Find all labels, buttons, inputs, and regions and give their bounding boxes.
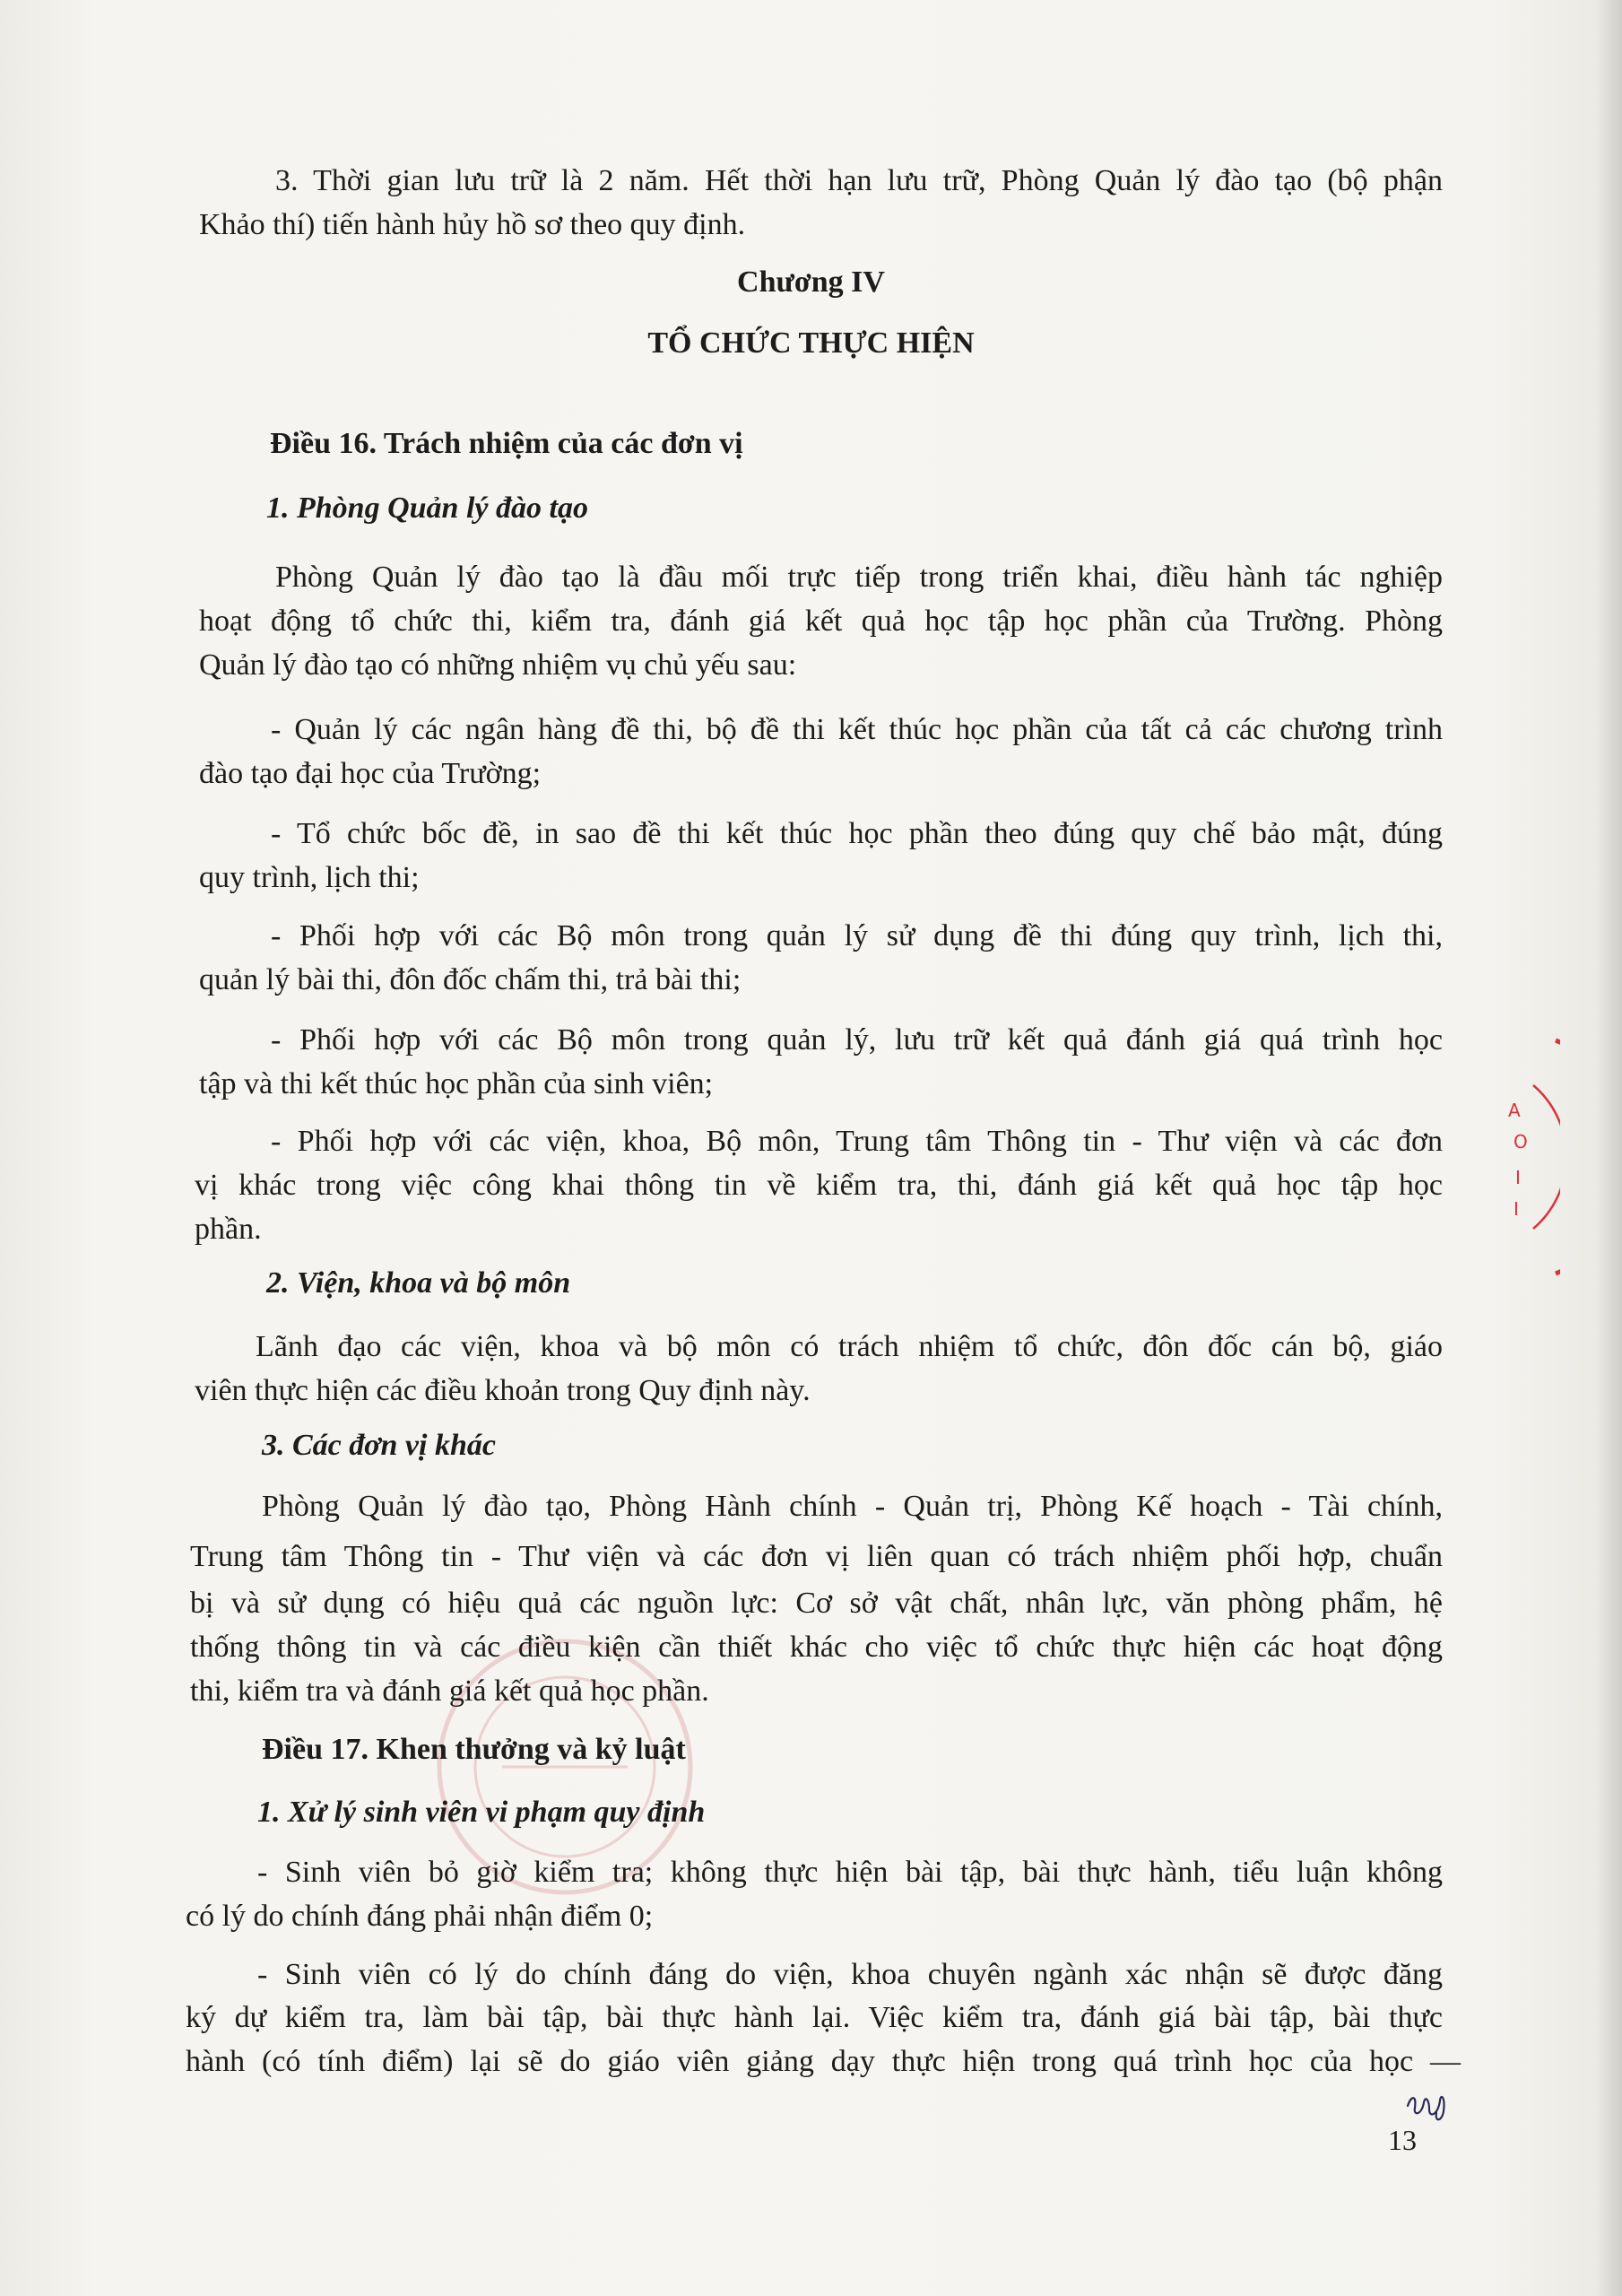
article-17-item-1-line-2: có lý do chính đáng phải nhận điểm 0; bbox=[186, 1900, 654, 1933]
section-1-intro-line-2: hoạt động tổ chức thi, kiểm tra, đánh giá kết quả học tập học phần của Trường. Phòng bbox=[199, 604, 1443, 638]
handwritten-initials bbox=[1402, 2079, 1456, 2124]
section-1-item-3-line-1: - Phối hợp với các Bộ môn trong quản lý sử dụng đề thi đúng quy trình, lịch thi, bbox=[271, 919, 1443, 952]
section-1-item-5-line-3: phần. bbox=[195, 1213, 262, 1246]
section-1-intro-line-1: Phòng Quản lý đào tạo là đầu mối trực tiếp trong triển khai, điều hành tác nghiệp bbox=[275, 561, 1443, 594]
section-2-body-line-1: Lãnh đạo các viện, khoa và bộ môn có trách nhiệm tổ chức, đôn đốc cán bộ, giáo bbox=[256, 1330, 1443, 1363]
section-1-item-5-line-2: vị khác trong việc công khai thông tin về kiểm tra, thi, đánh giá kết quả học tập học bbox=[195, 1169, 1443, 1202]
section-3-body-line-4: thống thông tin và các điều kiện cần thiết khác cho việc tổ chức thực hiện các hoạt động bbox=[190, 1631, 1443, 1664]
section-1-item-1-line-2: đào tạo đại học của Trường; bbox=[199, 757, 542, 790]
article-16-heading: Điều 16. Trách nhiệm của các đơn vị bbox=[270, 427, 743, 460]
section-3-body-line-2: Trung tâm Thông tin - Thư viện và các đơn vị liên quan có trách nhiệm phối hợp, chuẩn bbox=[190, 1540, 1443, 1573]
svg-text:I: I bbox=[1514, 1198, 1519, 1220]
section-1-item-2-line-1: - Tổ chức bốc đề, in sao đề thi kết thúc học phần theo đúng quy chế bảo mật, đúng bbox=[271, 817, 1443, 850]
section-1-item-5-line-1: - Phối hợp với các viện, khoa, Bộ môn, Trung tâm Thông tin - Thư viện và các đơn bbox=[271, 1125, 1443, 1158]
section-1-item-2-line-2: quy trình, lịch thi; bbox=[199, 861, 420, 894]
article-17-item-1-line-1: - Sinh viên bỏ giờ kiểm tra; không thực hiện bài tập, bài thực hành, tiểu luận không bbox=[257, 1856, 1443, 1889]
chapter-title: TỔ CHỨC THỰC HIỆN bbox=[647, 326, 975, 360]
article-17-item-2-line-1: - Sinh viên có lý do chính đáng do viện, khoa chuyên ngành xác nhận sẽ được đăng bbox=[257, 1958, 1443, 1991]
section-3-body-line-5: thi, kiểm tra và đánh giá kết quả học phần. bbox=[190, 1674, 709, 1708]
article-16-section-2-heading: 2. Viện, khoa và bộ môn bbox=[266, 1266, 571, 1300]
section-1-item-1-line-1: - Quản lý các ngân hàng đề thi, bộ đề thi kết thúc học phần của tất cả các chương trình bbox=[271, 713, 1443, 746]
section-3-body-line-3: bị và sử dụng có hiệu quả các nguồn lực: Cơ sở vật chất, nhân lực, văn phòng phẩm, hệ bbox=[190, 1587, 1443, 1620]
article-17-item-2-line-3: hành (có tính điểm) lại sẽ do giáo viên giảng dạy thực hiện trong quá trình học của học — bbox=[186, 2045, 1461, 2078]
article-16-section-1-heading: 1. Phòng Quản lý đào tạo bbox=[266, 491, 588, 525]
top-paragraph-line-2: Khảo thí) tiến hành hủy hồ sơ theo quy định. bbox=[199, 208, 746, 241]
article-16-section-3-heading: 3. Các đơn vị khác bbox=[262, 1429, 496, 1462]
section-3-body-line-1: Phòng Quản lý đào tạo, Phòng Hành chính - Quản trị, Phòng Kế hoạch - Tài chính, bbox=[262, 1490, 1443, 1523]
page-number: 13 bbox=[1388, 2124, 1417, 2156]
section-1-item-4-line-1: - Phối hợp với các Bộ môn trong quản lý, lưu trữ kết quả đánh giá quá trình học bbox=[271, 1023, 1443, 1057]
section-1-intro-line-3: Quản lý đào tạo có những nhiệm vụ chủ yếu sau: bbox=[199, 648, 797, 682]
section-2-body-line-2: viên thực hiện các điều khoản trong Quy định này. bbox=[195, 1374, 811, 1407]
section-1-item-4-line-2: tập và thi kết thúc học phần của sinh viên; bbox=[199, 1067, 714, 1100]
svg-text:I: I bbox=[1515, 1167, 1521, 1188]
top-paragraph-line-1: 3. Thời gian lưu trữ là 2 năm. Hết thời hạn lưu trữ, Phòng Quản lý đào tạo (bộ phận bbox=[275, 164, 1443, 197]
svg-text:O: O bbox=[1514, 1131, 1528, 1152]
article-17-item-2-line-2: ký dự kiểm tra, làm bài tập, bài thực hành lại. Việc kiểm tra, đánh giá bài tập, bài thực bbox=[186, 2001, 1443, 2034]
article-17-heading: Điều 17. Khen thưởng và kỷ luật bbox=[262, 1733, 686, 1766]
chapter-number: Chương IV bbox=[737, 265, 885, 299]
article-17-section-1-heading: 1. Xử lý sinh viên vi phạm quy định bbox=[257, 1796, 706, 1829]
section-1-item-3-line-2: quản lý bài thi, đôn đốc chấm thi, trả bài thi; bbox=[199, 963, 742, 996]
svg-text:A: A bbox=[1508, 1100, 1521, 1121]
